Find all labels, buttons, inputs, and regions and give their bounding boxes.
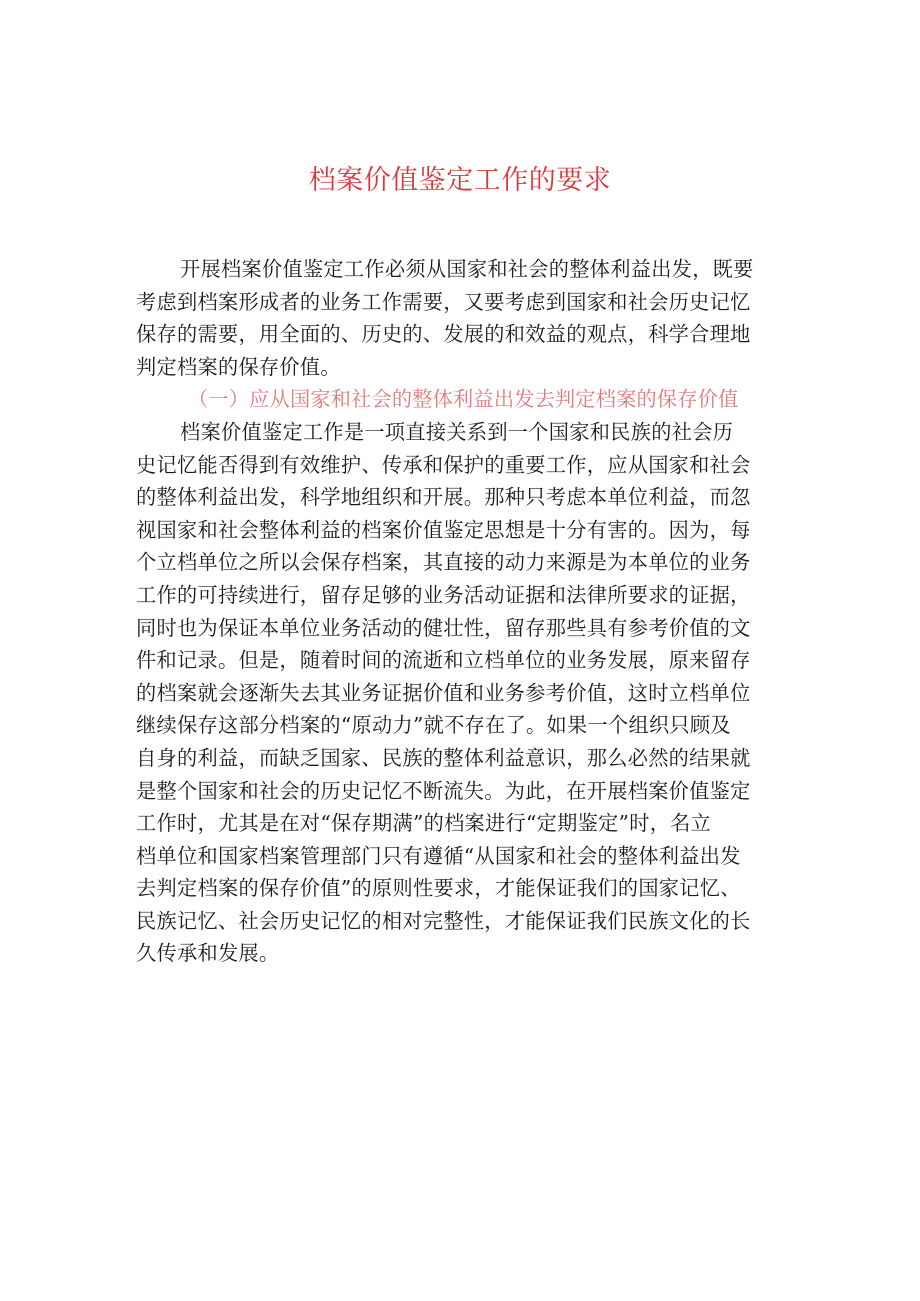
paragraph-line: 个立档单位之所以会保存档案，其直接的动力来源是为本单位的业务: [136, 550, 751, 575]
paragraph-line: 的整体利益出发，科学地组织和开展。那种只考虑本单位利益，而忽: [136, 485, 751, 510]
paragraph-line: 保存的需要，用全面的、历史的、发展的和效益的观点，科学合理地: [136, 322, 751, 347]
paragraph-line: 同时也为保证本单位业务活动的健壮性，留存那些具有参考价值的文: [136, 615, 751, 640]
paragraph-line: 民族记忆、社会历史记忆的相对完整性，才能保证我们民族文化的长: [136, 908, 751, 933]
document-body: [136, 253, 786, 970]
document-title: 档案价值鉴定工作的要求: [308, 165, 612, 196]
paragraph-line: 判定档案的保存价值。: [136, 354, 341, 379]
paragraph-line: 史记忆能否得到有效维护、传承和保护的重要工作，应从国家和社会: [136, 452, 751, 477]
paragraph-line: 档案价值鉴定工作是一项直接关系到一个国家和民族的社会历: [180, 419, 734, 444]
paragraph-line: 视国家和社会整体利益的档案价值鉴定思想是十分有害的。因为，每: [136, 517, 751, 542]
paragraph-line: 的档案就会逐渐失去其业务证据价值和业务参考价值，这时立档单位: [136, 680, 751, 705]
paragraph-line: 档单位和国家档案管理部门只有遵循“从国家和社会的整体利益出发: [136, 843, 741, 868]
paragraph-line: 是整个国家和社会的历史记忆不断流失。为此，在开展档案价值鉴定: [136, 778, 751, 803]
paragraph-line: 开展档案价值鉴定工作必须从国家和社会的整体利益出发，既要: [180, 257, 754, 281]
section-heading: （一）应从国家和社会的整体利益出发去判定档案的保存价值: [188, 387, 739, 412]
paragraph-line: 久传承和发展。: [136, 941, 280, 966]
paragraph-line: 自身的利益，而缺乏国家、民族的整体利益意识，那么必然的结果就: [136, 745, 751, 770]
paragraph-line: 考虑到档案形成者的业务工作需要，又要考虑到国家和社会历史记忆: [136, 289, 751, 314]
paragraph-line: 去判定档案的保存价值”的原则性要求，才能保证我们的国家记忆、: [136, 876, 741, 901]
paragraph-line: 工作时，尤其是在对“保存期满”的档案进行“定期鉴定”时，名立: [136, 811, 712, 836]
paragraph-line: 件和记录。但是，随着时间的流逝和立档单位的业务发展，原来留存: [136, 648, 751, 673]
paragraph-line: 工作的可持续进行，留存足够的业务活动证据和法律所要求的证据，: [136, 582, 751, 607]
paragraph-line: 继续保存这部分档案的“原动力”就不存在了。如果一个组织只顾及: [136, 713, 731, 738]
